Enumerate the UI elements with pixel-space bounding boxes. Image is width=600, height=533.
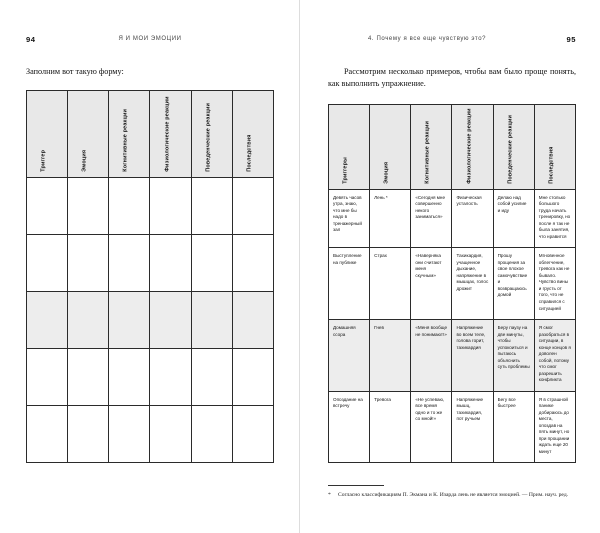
column-header-consequences <box>232 90 273 177</box>
table-cell: Домашняя ссора <box>329 320 370 392</box>
empty-cell[interactable] <box>109 405 150 462</box>
column-header-emotion <box>68 90 109 177</box>
table-cell: Тревога <box>370 391 411 463</box>
column-header-label: Когнитивные реакции <box>122 109 129 172</box>
table-cell: Я смог разобраться в ситуации, в конце концов я доволен собой, потому что смог разрешить конфликта <box>534 320 575 392</box>
column-header-cognitive <box>109 90 150 177</box>
table-cell: Страх <box>370 248 411 320</box>
footnote-rule <box>328 485 384 486</box>
empty-cell[interactable] <box>232 348 273 405</box>
table-row <box>27 405 274 462</box>
column-header-trigger <box>27 90 68 177</box>
empty-cell[interactable] <box>150 405 191 462</box>
table-cell: Выступление на публике <box>329 248 370 320</box>
footnote <box>328 485 576 499</box>
footnote-marker: * <box>328 492 331 499</box>
empty-cell[interactable] <box>191 405 232 462</box>
column-header-label: Поведенческие реакции <box>506 115 513 184</box>
table-cell: Напряжение мышц, тахикардия, пот ручьем <box>452 391 493 463</box>
right-page <box>300 0 600 533</box>
column-header-triggers <box>329 104 370 189</box>
table-row <box>27 348 274 405</box>
table-cell: Мне столько большого труда начать тренировку, но после я так не была занятия, что нравится <box>534 189 575 248</box>
empty-cell[interactable] <box>27 291 68 348</box>
blank-worksheet-table <box>26 90 274 463</box>
empty-cell[interactable] <box>109 177 150 234</box>
right-intro-text: Рассмотрим несколько примеров, чтобы вам было проще понять, как выполнить упражнение. <box>328 67 576 88</box>
table-cell: Девять часов утра, знаю, что мне бы надо в тренажерный зал <box>329 189 370 248</box>
empty-cell[interactable] <box>232 405 273 462</box>
empty-cell[interactable] <box>232 291 273 348</box>
examples-table <box>328 104 576 464</box>
column-header-label: Эмоция <box>383 161 390 184</box>
table-cell: Опоздание на встречу <box>329 391 370 463</box>
left-running-title: Я И МОИ ЭМОЦИИ <box>118 36 182 42</box>
empty-cell[interactable] <box>68 291 109 348</box>
table-cell: Лень * <box>370 189 411 248</box>
column-header-label: Поведенческие реакции <box>204 103 211 172</box>
table-row <box>329 391 576 463</box>
column-header-label: Последствия <box>548 146 555 184</box>
right-folio: 95 <box>566 35 576 44</box>
table-cell: Мгновенное облегчение, тревога как не бывало. Чувство вины и грусть от того, что не справился с ситуацией <box>534 248 575 320</box>
right-running-title: 4. Почему я все еще чувствую это? <box>368 36 487 42</box>
empty-cell[interactable] <box>68 234 109 291</box>
empty-cell[interactable] <box>191 234 232 291</box>
empty-cell[interactable] <box>68 177 109 234</box>
empty-cell[interactable] <box>109 291 150 348</box>
left-folio: 94 <box>26 35 36 44</box>
table-cell: Прошу прощения за свое плохое самочувствие и возвращаюсь домой <box>493 248 534 320</box>
column-header-behavioral <box>191 90 232 177</box>
right-running-head <box>300 36 600 48</box>
table-row <box>329 248 576 320</box>
column-header-label: Когнитивные реакции <box>424 121 431 184</box>
empty-cell[interactable] <box>109 348 150 405</box>
table-cell: Тахикардия, учащенное дыхание, напряжение в мышцах, голос дрожит <box>452 248 493 320</box>
column-header-label: Физиологические реакции <box>163 96 170 172</box>
column-header-emotion <box>370 104 411 189</box>
left-running-head <box>0 36 300 48</box>
footnote-text: Согласно классификациям П. Экмана и К. Изарда лень не является эмоцией. — Прим. науч. ред. <box>338 491 569 498</box>
table-row <box>329 189 576 248</box>
table-header-row <box>329 104 576 189</box>
empty-cell[interactable] <box>27 177 68 234</box>
table-row <box>329 320 576 392</box>
empty-cell[interactable] <box>191 177 232 234</box>
column-header-label: Триггер <box>40 150 47 172</box>
table-cell: Беру паузу на две минуты, чтобы успокоиться и пытаюсь объяснить суть проблемы <box>493 320 534 392</box>
empty-cell[interactable] <box>27 234 68 291</box>
empty-cell[interactable] <box>191 291 232 348</box>
column-header-cognitive <box>411 104 452 189</box>
table-row <box>27 177 274 234</box>
table-cell: Бегу все быстрее <box>493 391 534 463</box>
table-header-row <box>27 90 274 177</box>
table-cell: «Не успеваю, все время одно и то же со мной!» <box>411 391 452 463</box>
empty-cell[interactable] <box>27 405 68 462</box>
empty-cell[interactable] <box>150 177 191 234</box>
empty-cell[interactable] <box>150 291 191 348</box>
column-header-behavioral <box>493 104 534 189</box>
table-row <box>27 234 274 291</box>
empty-cell[interactable] <box>232 234 273 291</box>
table-cell: Делаю над собой усилие и иду <box>493 189 534 248</box>
empty-cell[interactable] <box>68 348 109 405</box>
column-header-label: Физиологические реакции <box>465 108 472 184</box>
empty-cell[interactable] <box>27 348 68 405</box>
table-row <box>27 291 274 348</box>
column-header-label: Триггеры <box>342 157 349 184</box>
column-header-label: Последствия <box>246 134 253 172</box>
table-cell: Гнев <box>370 320 411 392</box>
empty-cell[interactable] <box>109 234 150 291</box>
left-intro-text: Заполним вот такую форму: <box>26 67 124 76</box>
column-header-physiological <box>452 104 493 189</box>
table-cell: «Наверняка они считают меня скучным» <box>411 248 452 320</box>
column-header-label: Эмоция <box>81 149 88 172</box>
table-cell: Я в страшной панике добираюсь до места, опоздав на пять минут, но при прощании ждать еще 20 минут <box>534 391 575 463</box>
empty-cell[interactable] <box>150 234 191 291</box>
table-cell: «Меня вообще не понимают!» <box>411 320 452 392</box>
empty-cell[interactable] <box>68 405 109 462</box>
table-cell: Физическая усталость <box>452 189 493 248</box>
table-cell: «Сегодня мне совершенно некого заниматься» <box>411 189 452 248</box>
empty-cell[interactable] <box>150 348 191 405</box>
empty-cell[interactable] <box>191 348 232 405</box>
empty-cell[interactable] <box>232 177 273 234</box>
table-cell: Напряжение во всем теле, голова горит, тахикардия <box>452 320 493 392</box>
column-header-consequences <box>534 104 575 189</box>
column-header-physiological <box>150 90 191 177</box>
